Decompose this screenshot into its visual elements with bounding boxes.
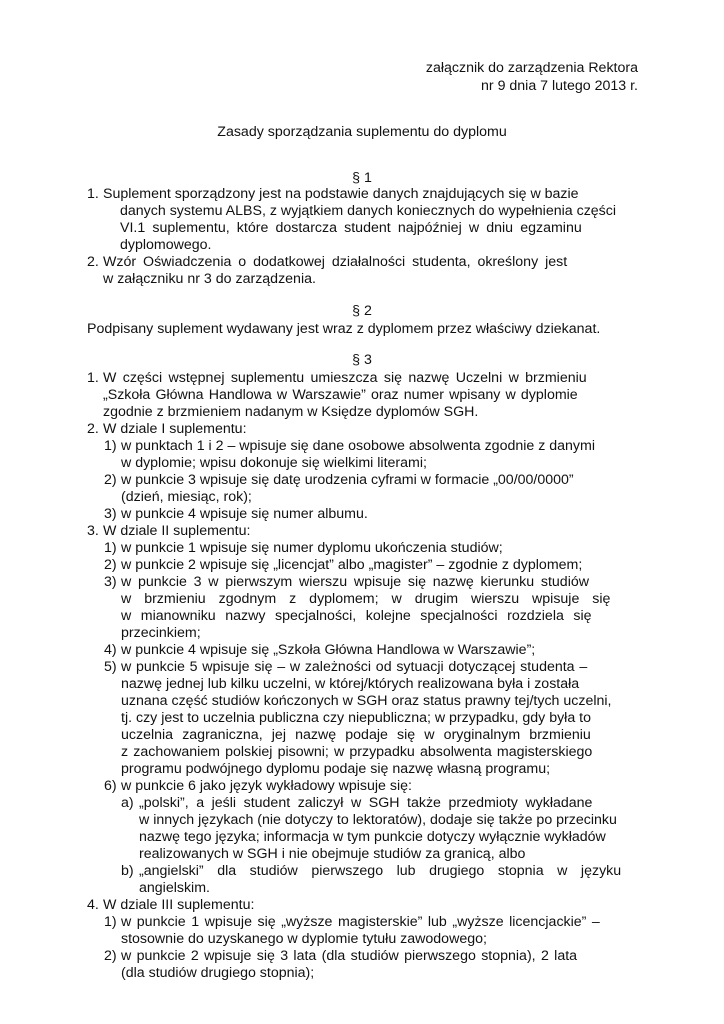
header-line-2: nr 9 dnia 7 lutego 2013 r.: [481, 78, 638, 94]
s3-4-sub-1-number: 1): [104, 914, 117, 930]
s1-item-1-line-4: dyplomowego.: [120, 237, 212, 253]
s3-3-sub-3-line-1: w punkcie 3 w pierwszym wierszu wpisuje się nazwę kierunku studiów: [121, 574, 589, 590]
section-2-heading: § 2: [352, 303, 372, 319]
s3-3-sub-5-line-7: programu podwójnego dyplomu podaje się nazwę własną programu;: [121, 761, 551, 777]
s3-2-sub-3-number: 3): [104, 506, 117, 522]
s3-3-sub-3-line-2: w brzmieniu zgodnym z dyplomem; w drugim wierszu wpisuje się: [121, 591, 611, 607]
s3-4-sub-2-number: 2): [104, 948, 117, 964]
s3-3-6-b-line-1: „angielski” dla studiów pierwszego lub drugiego stopnia w języku: [139, 863, 622, 879]
s3-item-4-text: W dziale III suplementu:: [103, 897, 255, 913]
s3-3-6-b-number: b): [121, 863, 134, 879]
s3-3-6-a-line-1: „polski”, a jeśli student zaliczył w SGH także przedmioty wykładane: [139, 795, 593, 811]
s3-3-sub-5-line-2: nazwę jednej lub kilku uczelni, w której/których realizowana była i została: [121, 676, 580, 692]
s3-item-1-line-3: zgodnie z brzmieniem nadanym w Księdze dyplomów SGH.: [103, 404, 479, 420]
s3-4-sub-1-line-2: stosownie do uzyskanego w dyplomie tytułu zawodowego;: [121, 931, 487, 947]
document-title: Zasady sporządzania suplementu do dyplomu: [217, 124, 507, 140]
s3-3-sub-4-number: 4): [104, 642, 117, 658]
s3-3-6-a-line-4: realizowanych w SGH i nie obejmuje studiów za granicą, albo: [139, 846, 526, 862]
s3-3-sub-5-line-5: uczelnia zagraniczna, jej nazwę podaje się w oryginalnym brzmieniu: [121, 727, 591, 743]
s1-item-1-number: 1.: [87, 186, 99, 202]
s3-item-3-number: 3.: [87, 523, 99, 539]
s3-item-2-number: 2.: [87, 421, 99, 437]
s3-4-sub-1-line-1: w punkcie 1 wpisuje się „wyższe magisterskie” lub „wyższe licencjackie” –: [121, 914, 600, 930]
s3-item-1-line-1: W części wstępnej suplementu umieszcza się nazwę Uczelni w brzmieniu: [103, 370, 587, 386]
s3-3-sub-5-number: 5): [104, 659, 117, 675]
s3-item-2-text: W dziale I suplementu:: [103, 421, 247, 437]
s1-item-1-line-2: danych systemu ALBS, z wyjątkiem danych koniecznych do wypełnienia części: [120, 203, 617, 219]
s3-4-sub-2-line-2: (dla studiów drugiego stopnia);: [121, 965, 315, 981]
s3-3-sub-4-line-1: w punkcie 4 wpisuje się „Szkoła Główna Handlowa w Warszawie”;: [121, 642, 536, 658]
s3-3-sub-3-line-4: przecinkiem;: [121, 625, 201, 641]
s3-3-sub-2-number: 2): [104, 557, 117, 573]
s3-2-sub-2-line-2: (dzień, miesiąc, rok);: [121, 489, 252, 505]
s1-item-2-number: 2.: [87, 254, 99, 270]
s3-2-sub-2-number: 2): [104, 472, 117, 488]
section-1-heading: § 1: [352, 170, 372, 186]
s3-3-sub-5-line-4: tj. czy jest to uczelnia publiczna czy niepubliczna; w przypadku, gdy była to: [121, 710, 592, 726]
s3-2-sub-2-line-1: w punkcie 3 wpisuje się datę urodzenia cyframi w formacie „00/00/0000”: [121, 472, 574, 488]
s3-3-6-a-line-2: w innych językach (nie dotyczy to lektoratów), dodaje się także po przecinku: [139, 812, 617, 828]
s3-4-sub-2-line-1: w punkcie 2 wpisuje się 3 lata (dla studiów pierwszego stopnia), 2 lata: [121, 948, 578, 964]
s1-item-1-line-1: Suplement sporządzony jest na podstawie danych znajdujących się w bazie: [103, 186, 579, 202]
s1-item-2-line-1: Wzór Oświadczenia o dodatkowej działalności studenta, określony jest: [103, 254, 568, 270]
s3-3-sub-3-line-3: w mianowniku nazwy specjalności, kolejne specjalności rozdziela się: [121, 608, 592, 624]
s3-3-sub-5-line-6: z zachowaniem polskiej pisowni; w przypadku absolwenta magisterskiego: [121, 744, 593, 760]
s3-3-sub-5-line-3: uznana część studiów kończonych w SGH oraz status prawny tej/tych uczelni,: [121, 693, 612, 709]
s3-3-sub-5-line-1: w punkcie 5 wpisuje się – w zależności od sytuacji dotyczącej studenta –: [121, 659, 588, 675]
s3-3-sub-2-line-1: w punkcie 2 wpisuje się „licencjat” albo „magister” – zgodnie z dyplomem;: [121, 557, 583, 573]
s3-3-sub-6-number: 6): [104, 778, 117, 794]
s3-item-4-number: 4.: [87, 897, 99, 913]
s3-3-6-b-line-2: angielskim.: [139, 880, 210, 896]
s2-text: Podpisany suplement wydawany jest wraz z dyplomem przez właściwy dziekanat.: [87, 321, 601, 337]
s3-3-sub-3-number: 3): [104, 574, 117, 590]
s3-3-sub-1-number: 1): [104, 540, 117, 556]
s3-2-sub-1-line-1: w punktach 1 i 2 – wpisuje się dane osobowe absolwenta zgodnie z danymi: [121, 438, 595, 454]
s3-2-sub-1-number: 1): [104, 438, 117, 454]
s3-2-sub-1-line-2: w dyplomie; wpisu dokonuje się wielkimi literami;: [121, 455, 427, 471]
s3-3-sub-1-line-1: w punkcie 1 wpisuje się numer dyplomu ukończenia studiów;: [121, 540, 503, 556]
s3-3-6-a-line-3: nazwę tego języka; informacja w tym punkcie dotyczy wyłącznie wykładów: [139, 829, 606, 845]
s3-2-sub-3-line-1: w punkcie 4 wpisuje się numer albumu.: [121, 506, 368, 522]
header-line-1: załącznik do zarządzenia Rektora: [425, 60, 638, 76]
section-3-heading: § 3: [352, 352, 372, 368]
s3-3-6-a-number: a): [121, 795, 134, 811]
s3-3-sub-6-line-1: w punkcie 6 jako język wykładowy wpisuje się:: [121, 778, 412, 794]
s3-item-1-line-2: „Szkoła Główna Handlowa w Warszawie” oraz numer wpisany w dyplomie: [103, 387, 578, 403]
s3-item-3-text: W dziale II suplementu:: [103, 523, 251, 539]
s3-item-1-number: 1.: [87, 370, 99, 386]
s1-item-2-line-2: w załączniku nr 3 do zarządzenia.: [103, 271, 316, 287]
s1-item-1-line-3: VI.1 suplementu, które dostarcza student najpóźniej w dniu egzaminu: [120, 220, 582, 236]
